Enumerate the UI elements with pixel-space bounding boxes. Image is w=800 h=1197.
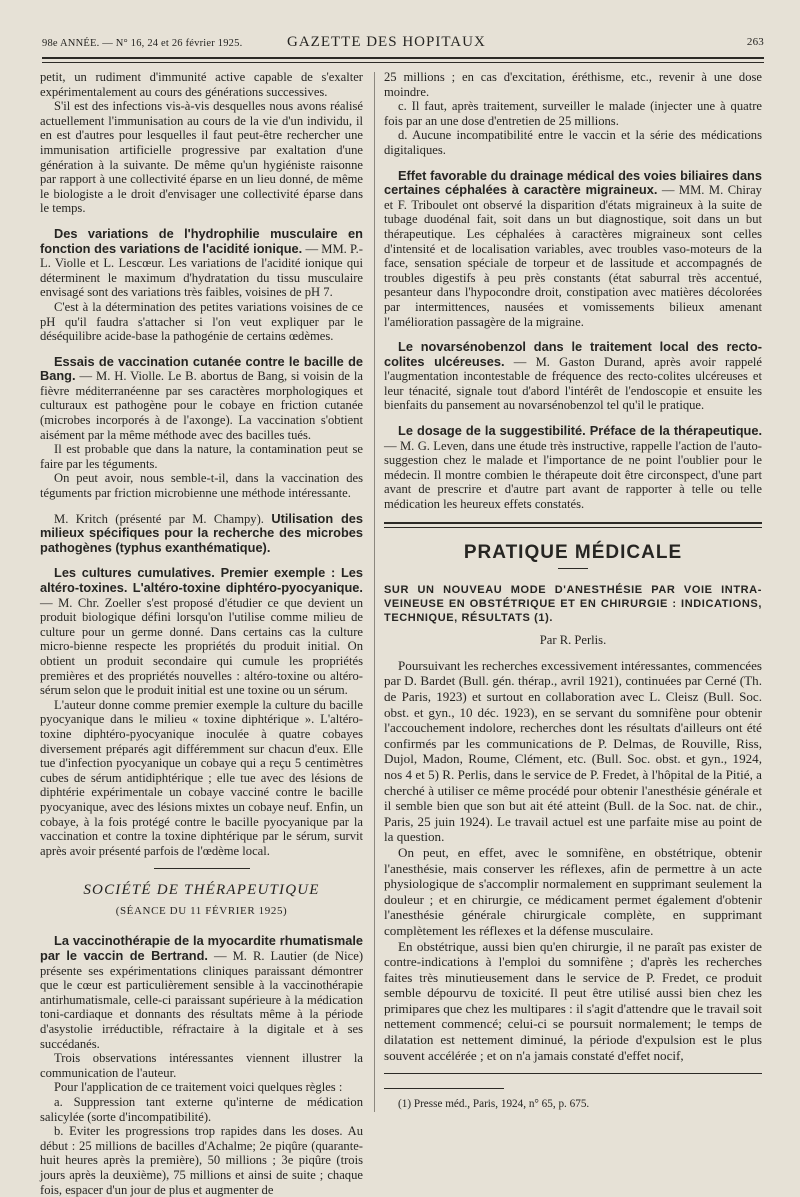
article-authors: — MM. P.-L. Violle et L. Lescœur.	[40, 241, 363, 271]
paragraph: b. Eviter les progressions trop rapides dans les doses. Au début : 25 millions de bacilles d'Achalme; 2e piqûre (quarante-huit heures après la première), 50 millions ; 3e piqûre (trois jours après la deuxième), 75 millions et ainsi de suite ; chaque fois, espacer d'un jour de plus et augmenter de	[40, 1124, 363, 1197]
article-paragraph	[40, 566, 363, 697]
article-title: SUR UN NOUVEAU MODE D'ANESTHÉSIE PAR VOIE INTRA-VEINEUSE EN OBSTÉTRIQUE ET EN CHIRURGIE : INDICATIONS, TECHNIQUE, RÉSULTATS (1).	[384, 584, 762, 625]
article-authors: — M. R. Lautier	[214, 949, 307, 964]
paragraph: S'il est des infections vis-à-vis desquelles nous avons réalisé actuellement l'immunisation au cours de la vie d'un individu, il en est d'autres pour lesquelles il faut peut-être rechercher une immunisation artificielle progressive par exaltation d'une génération à la suivante. De même qu'un hygiéniste raisonne par rapport à une collectivité éparse en un lieu donné, de même le biologiste a le droit d'envisager une collectivité éparse dans le temps.	[40, 99, 363, 216]
paragraph: a. Suppression tant externe qu'interne de médication salicylée (sorte d'incompatibilité).	[40, 1095, 363, 1124]
article-text: Les variations de l'acidité ionique qui déterminent le maximum d'hydratation du tissu musculaire envisagé sont des variations très faibles, voisines de pH 7.	[40, 256, 363, 300]
article-authors: — M. Chr. Zoeller	[40, 595, 142, 610]
article-authors: — MM. M. Chiray et F. Triboulet	[384, 183, 762, 212]
article-title: Effet favorable du drainage médical des voies biliaires dans certaines céphalées à caractère migraineux.	[384, 167, 762, 198]
article-text: dans une étude très instructive, rappelle l'action de l'auto-suggestion chez le malade et l'importance de ne point l'oublier pour le médecin. Il montre combien le thérapeute doit être circonspect, d'une part avant de prescrire et d'autre part avant de rapporter à telle ou telle médication les heureux effets constatés.	[384, 438, 762, 512]
section-rule	[154, 868, 250, 869]
paragraph: 25 millions ; en cas d'excitation, éréthisme, etc., revenir à une dose moindre.	[384, 70, 762, 99]
paragraph: En obstétrique, aussi bien qu'en chirurgie, il ne paraît pas exister de contre-indications à l'emploi du somnifène ; d'après les recherches faites très minutieusement dans le service de P. Fredet, ce produit semble dépourvu de toxicité. Il peut être utilisé aussi bien chez les primipares que chez les multipares : il s'agit d'attendre que le travail soit nettement commencé; celui-ci se poursuit normalement; le temps de dilatation est nettement diminué, la période d'expulsion est le plus souvent accélérée ; et on n'a jamais constaté d'effet nocif,	[384, 938, 762, 1063]
article-title: Essais de vaccination cutanée contre le bacille de Bang.	[40, 353, 363, 384]
article-paragraph	[384, 424, 762, 512]
paragraph: Pour l'application de ce traitement voici quelques règles :	[54, 1080, 343, 1095]
article-authors: — M. Gaston Durand,	[513, 354, 645, 369]
paragraph: petit, un rudiment d'immunité active capable de s'exalter expérimentalement au cours des générations successives.	[40, 70, 363, 99]
article-authors: — M. H. Violle.	[79, 369, 165, 384]
paragraph: d. Aucune incompatibilité entre le vaccin et la série des médications digitaliques.	[384, 128, 762, 157]
footnote: (1) Presse méd., Paris, 1924, n° 65, p. 675.	[398, 1098, 590, 1111]
left-column	[40, 70, 363, 1197]
article-text: ont observé la disparition d'états migraineux à la suite de tubage duodénal fait, soit dans un but diagnostique, soit dans un but thérapeutique. Les céphalées à caractères migraineux sont celles d'intensité et de localisation variables, avec troubles vaso-moteurs de la face, sensation spéciale de torpeur et de lassitude et accompagnés de troubles digestifs à peu près constants (état saburral très accentué, pesanteur dans l'hypocondre droit, constipation avec matières décolorées par intermittences, nausées et vomissements bilieux amenant l'amélioration passagère de la migraine.	[384, 197, 762, 329]
article-text: après avoir rappelé l'augmentation incontestable de fréquence des recto-colites ulcéreuses et leur ténacité, signale tout d'abord l'intérêt de l'endoscopie et ensuite les bienfaits du pansement au novarsénobenzol tel qu'il le pratique.	[384, 354, 762, 413]
article-authors: — M. G. Leven,	[384, 438, 468, 453]
section-title: PRATIQUE MÉDICALE	[463, 541, 683, 563]
society-title: SOCIÉTÉ DE THÉRAPEUTIQUE	[83, 882, 320, 899]
article-paragraph	[384, 340, 762, 413]
header-rule-thin	[42, 62, 764, 63]
society-session: (SÉANCE DU 11 FÉVRIER 1925)	[115, 904, 288, 917]
article-title: Des variations de l'hydrophilie musculaire en fonction des variations de l'acidité ionique.	[40, 225, 363, 256]
article-title: Les cultures cumulatives. Premier exemple : Les altéro-toxines. L'altéro-toxine diphtéro-pyocyanique.	[40, 565, 363, 595]
paragraph: Trois observations intéressantes viennent illustrer la communication de l'auteur.	[40, 1051, 363, 1080]
article-paragraph	[40, 227, 363, 300]
article-paragraph	[40, 934, 363, 1051]
page-header	[42, 34, 764, 54]
article-text: (de Nice) présente ses expérimentations cliniques paraissant démontrer que le cœur est particulièrement sensible à la vaccinothérapie antirhumatismale, celle-ci paraissant supérieure à la médication toni-cardiaque et donnants des résultats même à la période d'asystolie irréductible, réfractaire à la digitale et à ses succédanés.	[40, 949, 364, 1051]
issue-info: 98e ANNÉE. — N° 16, 24 et 26 février 1925.	[42, 38, 243, 49]
footnote-separator	[384, 1088, 504, 1089]
header-rule	[42, 57, 764, 59]
article-title: Utilisation des milieux spécifiques pour la recherche des microbes pathogènes (typhus exanthématique).	[40, 510, 364, 555]
paragraph: On peut avoir, nous semble-t-il, dans la vaccination des téguments par friction microbienne une méthode intéressante.	[40, 471, 363, 501]
paragraph: Poursuivant les recherches excessivement intéressantes, commencées par D. Bardet (Bull. gén. thérap., avril 1921), continuées par Cerné (Th. de Paris, 1923) et surtout en collaboration avec L. Cleisz (Bull. Soc. obst. et gyn., 10 déc. 1923), en se servant du somnifène pour obtenir l'accouchement indolore, recherches dont les résultats d'ailleurs ont été confirmés par les communications de P. Delmas, de Rouville, Riss, Dujol, Madon, Roume, Clément, etc. (Bull. Soc. obst. et gyn., 1924, nos 4 et 5) R. Perlis, dans le service de P. Fredet, à l'hôpital de la Pitié, a cherché à utiliser ce même procédé pour obtenir l'anesthésie générale et il semble bien que son but ait été atteint (Bull. de la Soc. nat. de chir., Paris, 25 juin 1924). Le travail actuel est une parfaite mise au point de la question.	[384, 657, 762, 845]
footnote-rule	[384, 1073, 762, 1074]
article-author: Par R. Perlis.	[539, 633, 607, 648]
article-text: s'est proposé d'étudier ce que devient un produit biologique défini lorsqu'on l'utilise comme milieu de culture pour un germe donné. Dans certains cas la culture micro-bienne respecte les propriétés du produit initial. On obtient un produit secondaire qui cumule les propriétés premières et des propriétés nouvelles : altéro-toxine ou altéro-sérum selon que le produit initial est une toxine ou un sérum.	[40, 595, 363, 698]
article-paragraph	[40, 355, 363, 443]
column-divider	[374, 72, 375, 1112]
page-number: 263	[746, 36, 764, 48]
paragraph: C'est à la détermination des petites variations voisines de ce pH qu'il faudra s'attacher si l'on veut expliquer par le déséquilibre acide-base la pathogénie de certains œdèmes.	[40, 299, 363, 344]
paragraph: c. Il faut, après traitement, surveiller le malade (injecter une à quatre fois par an une dose d'entretien de 25 millions.	[384, 99, 762, 128]
title-underline	[558, 568, 588, 569]
paragraph: L'auteur donne comme premier exemple la culture du bacille pyocyanique dans le milieu « toxine diphtérique ». L'altéro-toxine diphtéro-pyocyanique inoculée à quatre cobayes diversement préparés agit différemment sur chacun d'eux. Elle tue d'infection pyocyanique un cobaye qui a reçu 5 centimètres cubes de sérum antidiphtérique ; elle tue avec des lésions de diphtérie expérimentale un cobaye vacciné contre le bacille pyocyanique, avec des lésions mixtes un cobaye neuf. Enfin, un cobaye, à la fois protégé contre le bacille pyocyanique par la vaccination et contre la toxine diphtérique par le sérum, survit après avoir présenté parfois de l'œdème local.	[40, 697, 363, 858]
article-title: Le novarsénobenzol dans le traitement local des recto-colites ulcéreuses.	[384, 339, 762, 369]
article-paragraph	[40, 512, 363, 556]
article-text: Le B. abortus de Bang, si voisin de la fièvre méditerranéenne par ses caractères morphologiques et culturaux est pathogène pour le cobaye en friction cutanée (microbes incorporés à de l'axonge). La vaccination s'obtient aisément par la même méthode avec des bacilles tués.	[40, 369, 363, 442]
right-column	[384, 70, 762, 1111]
article-body	[384, 658, 762, 1063]
journal-title: GAZETTE DES HOPITAUX	[287, 34, 486, 50]
paragraph: On peut, en effet, avec le somnifène, en obstétrique, obtenir l'anesthésie, mais conserver les réflexes, afin de permettre à un acte physiologique de s'accomplir normalement en supprimant seulement la douleur ; et en chirurgie, ce médicament permet également d'obtenir l'anesthésie générale chirurgicale complète, en supprimant complètement les réflexes et la défense musculaire.	[384, 844, 762, 938]
section-rule-thin	[384, 527, 762, 528]
paragraph: Il est probable que dans la nature, la contamination peut se faire par les téguments.	[40, 442, 363, 471]
article-title: La vaccinothérapie de la myocardite rhumatismale par le vaccin de Bertrand.	[40, 933, 363, 964]
article-paragraph	[384, 169, 762, 330]
article-authors: M. Kritch (présenté par M. Champy).	[54, 511, 264, 526]
article-title: Le dosage de la suggestibilité. Préface de la thérapeutique.	[398, 423, 762, 439]
section-rule	[384, 522, 762, 524]
